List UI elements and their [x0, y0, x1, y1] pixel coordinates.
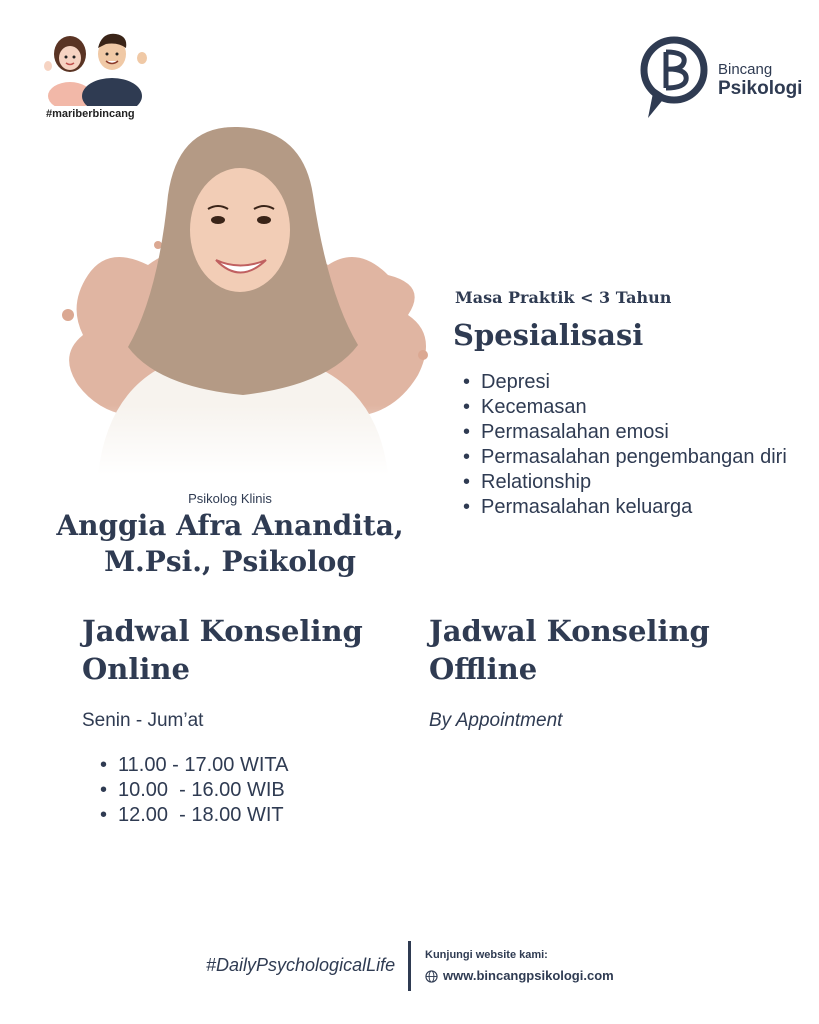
- profile-name: [30, 508, 430, 580]
- psychologist-portrait: [28, 125, 448, 475]
- specialization-item: • Permasalahan pengembangan diri: [463, 445, 793, 470]
- time-slot: • 12.00 - 18.00 WIT: [100, 803, 288, 828]
- footer-divider: [408, 941, 411, 991]
- visit-label: Kunjungi website kami:: [425, 949, 548, 961]
- profile-name-line1: Anggia Afra Anandita,: [56, 509, 404, 542]
- website-link[interactable]: www.bincangpsikologi.com: [443, 968, 614, 983]
- profile-name-line2: M.Psi., Psikolog: [104, 545, 356, 578]
- time-slot: • 10.00 - 16.00 WIB: [100, 778, 288, 803]
- specialization-item: • Depresi: [463, 370, 793, 395]
- globe-icon: [425, 970, 438, 983]
- mascot-illustration: [40, 24, 150, 106]
- online-title-line1: Jadwal Konseling: [82, 614, 363, 648]
- offline-title-line1: Jadwal Konseling: [429, 614, 710, 648]
- offline-schedule-title: [429, 612, 759, 688]
- specialization-item: • Permasalahan keluarga: [463, 495, 793, 520]
- time-slot: • 11.00 - 17.00 WITA: [100, 753, 288, 778]
- offline-title-line2: Offline: [429, 652, 538, 686]
- specialization-list: [463, 370, 793, 520]
- logo-text-bincang: Bincang: [718, 61, 773, 78]
- specialization-item: • Relationship: [463, 470, 793, 495]
- online-days: Senin - Jum’at: [82, 710, 204, 731]
- specialization-title: Spesialisasi: [453, 318, 644, 352]
- online-schedule-title: [82, 612, 402, 688]
- experience-label: Masa Praktik < 3 Tahun: [455, 288, 672, 307]
- logo-text-psikologi: Psikologi: [718, 78, 803, 99]
- online-title-line2: Online: [82, 652, 190, 686]
- footer-hashtag: #DailyPsychologicalLife: [206, 955, 396, 975]
- offline-note: By Appointment: [429, 710, 563, 731]
- hashtag-label: #mariberbincang: [46, 108, 135, 120]
- specialization-item: • Permasalahan emosi: [463, 420, 793, 445]
- profile-role: Psikolog Klinis: [188, 491, 272, 506]
- specialization-item: • Kecemasan: [463, 395, 793, 420]
- online-time-list: [100, 753, 288, 828]
- bincang-logo-icon: [640, 36, 710, 122]
